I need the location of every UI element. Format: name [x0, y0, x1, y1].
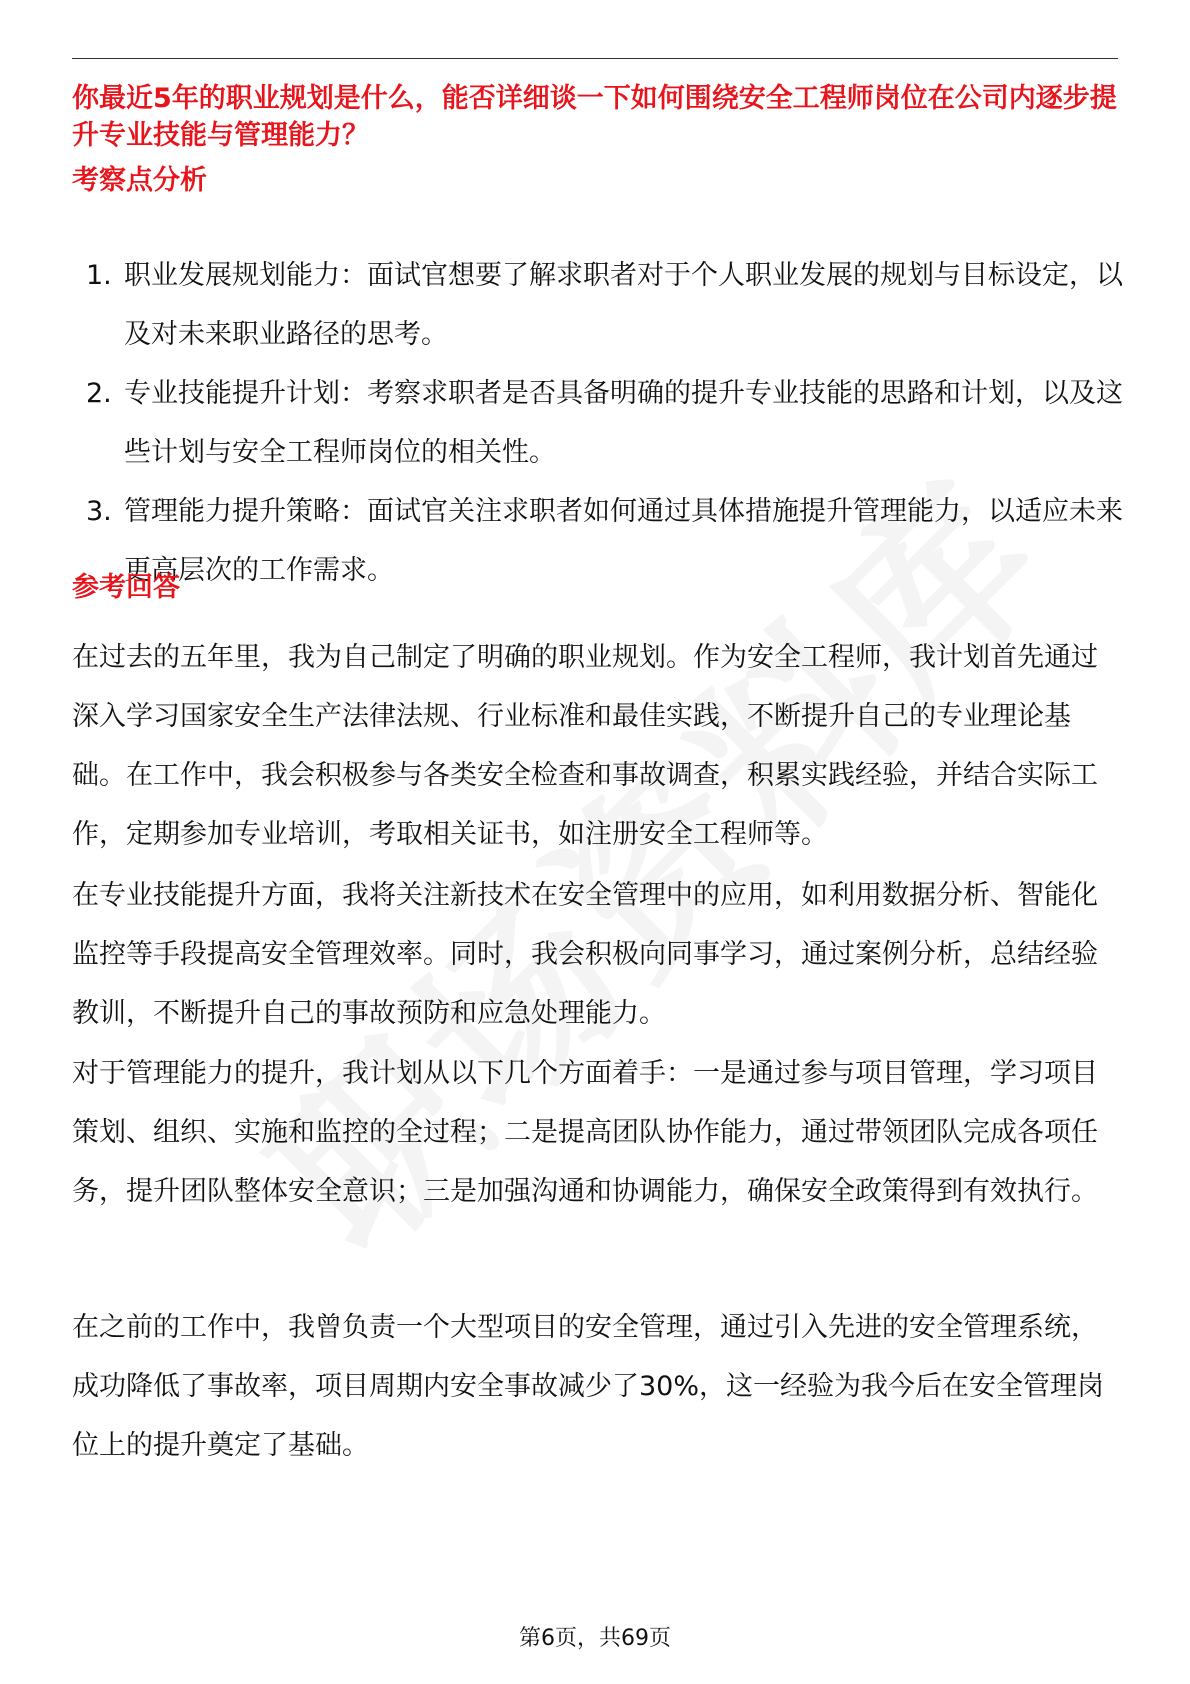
analysis-item-number: 2.	[86, 378, 112, 409]
answer-paragraph: 在专业技能提升方面，我将关注新技术在安全管理中的应用，如利用数据分析、智能化监控等手段提高安全管理效率。同时，我会积极向同事学习，通过案例分析，总结经验教训，不断提升自己的事故预防和应急处理能力。	[72, 880, 1098, 1029]
answer-paragraph: 对于管理能力的提升，我计划从以下几个方面着手：一是通过参与项目管理，学习项目策划、组织、实施和监控的全过程；二是提高团队协作能力，通过带领团队完成各项任务，提升团队整体安全意识；三是加强沟通和协调能力，确保安全政策得到有效执行。	[72, 1058, 1098, 1207]
analysis-item-text: 专业技能提升计划：考察求职者是否具备明确的提升专业技能的思路和计划，以及这些计划与安全工程师岗位的相关性。	[124, 378, 1123, 468]
answer-paragraph: 在之前的工作中，我曾负责一个大型项目的安全管理，通过引入先进的安全管理系统，成功降低了事故率，项目周期内安全事故减少了30%，这一经验为我今后在安全管理岗位上的提升奠定了基础。	[72, 1312, 1105, 1461]
analysis-item	[86, 364, 1126, 482]
analysis-item	[86, 482, 1126, 600]
analysis-item-text: 职业发展规划能力：面试官想要了解求职者对于个人职业发展的规划与目标设定，以及对未来职业路径的思考。	[124, 260, 1123, 350]
analysis-item-number: 1.	[86, 260, 112, 291]
analysis-item-number: 3.	[86, 496, 112, 527]
answer-heading: 参考回答	[72, 572, 180, 603]
analysis-list	[86, 246, 1126, 600]
top-divider	[72, 58, 1118, 59]
analysis-item	[86, 246, 1126, 364]
interview-question: 你最近5年的职业规划是什么，能否详细谈一下如何围绕安全工程师岗位在公司内逐步提升专业技能与管理能力？	[72, 83, 1117, 151]
answer-paragraph: 在过去的五年里，我为自己制定了明确的职业规划。作为安全工程师，我计划首先通过深入学习国家安全生产法律法规、行业标准和最佳实践，不断提升自己的专业理论基础。在工作中，我会积极参与各类安全检查和事故调查，积累实践经验，并结合实际工作，定期参加专业培训，考取相关证书，如注册安全工程师等。	[72, 642, 1098, 850]
page-number: 第6页，共69页	[519, 1626, 671, 1651]
analysis-heading: 考察点分析	[72, 165, 207, 196]
analysis-item-text: 管理能力提升策略：面试官关注求职者如何通过具体措施提升管理能力，以适应未来更高层次的工作需求。	[124, 496, 1123, 586]
